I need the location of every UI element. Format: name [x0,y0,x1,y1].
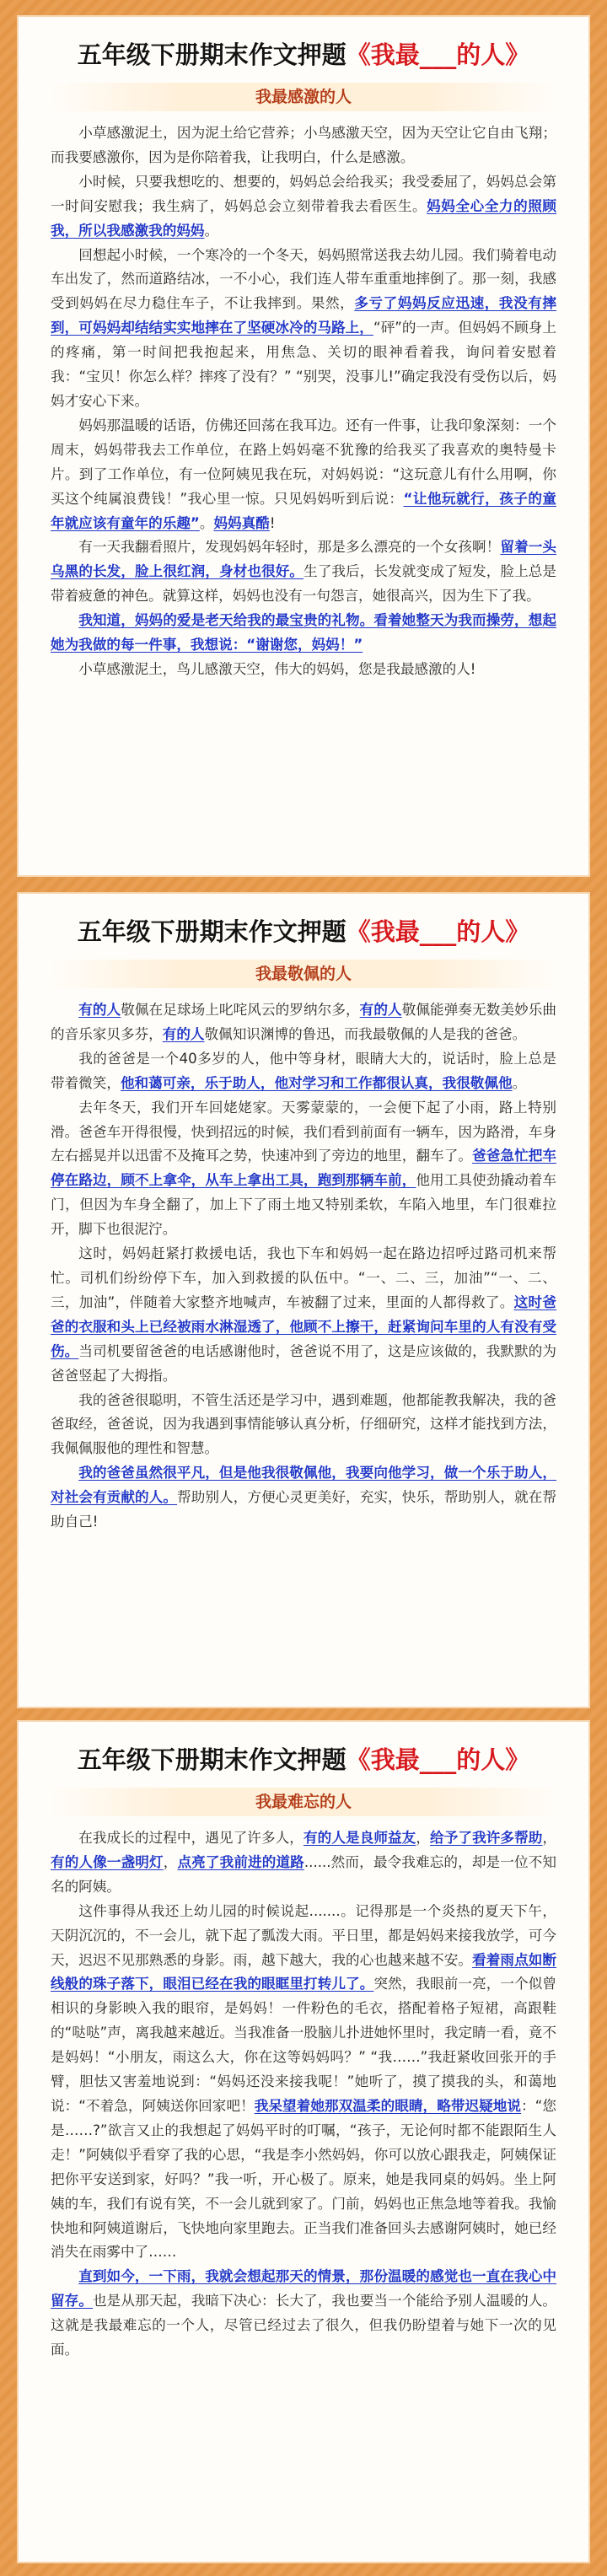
essay-paragraph [51,1389,556,1462]
essay-body [51,121,556,682]
highlighted-text: 我的爸爸虽然很平凡，但是他我很敬佩他，我要向他学习，做一个乐于助人，对社会有贡献的人。 [51,1465,556,1506]
essay-subtitle: 我最敬佩的人 [51,960,556,988]
paragraph-text: 回想起小时候，一个寒冷的一个冬天，妈妈照常送我去幼儿园。我们骑着电动车出发了，然而道路结冰，一不小心，我们连人带车重重地摔倒了。那一刻，我感受到妈妈在尽力稳住车子，不让我摔到。果然， [51,246,556,312]
paragraph-text: 我的爸爸很聪明，不管生活还是学习中，遇到难题，他都能教我解决，我的爸爸取经，爸爸说，因为我遇到事情能够认真分析，仔细研究，这样才能找到方法，我佩佩服他的理性和智慧。 [51,1391,556,1457]
highlighted-text: 妈妈真酷 [213,514,270,531]
highlighted-text: 这时爸爸的衣服和头上已经被雨水淋湿透了，他顾不上擦干，赶紧询问车里的人有没有受伤。 [51,1293,556,1359]
card-title [51,912,556,951]
paragraph-text: 我的爸爸是一个40多岁的人，他中等身材，眼睛大大的，说话时，脸上总是带着微笑， [51,1050,556,1091]
highlighted-text: 有的人 [162,1025,205,1042]
paragraph-text: 在我成长的过程中，遇见了许多人， [78,1830,304,1846]
title-accent: 《我最___的人》 [346,40,530,69]
paragraph-text: 。 [512,1074,527,1091]
title-accent: 《我最___的人》 [346,1745,530,1774]
title-prefix: 五年级下册期末作文押题 [77,40,346,69]
paragraph-text: 敬佩知识渊博的鲁迅，而我最敬佩的人是我的爸爸。 [204,1025,527,1042]
title-accent: 《我最___的人》 [346,917,530,946]
highlighted-text: 爸爸急忙把车停在路边，顾不上拿伞，从车上拿出工具，跑到那辆车前， [51,1148,556,1189]
paragraph-text: ! [269,514,276,531]
essay-paragraph [51,1242,556,1388]
highlighted-text: 给予了我许多帮助 [430,1830,543,1846]
paragraph-text: 妈妈那温暖的话语，仿佛还回荡在我耳边。还有一件事，让我印象深刻：一个周末，妈妈带我去工作单位，在路上妈妈毫不犹豫的给我买了我喜欢的奥特曼卡片。到了工作单位，有一位阿姨见我在玩，对妈妈说：“这玩意儿有什么用啊，你买这个纯属浪费钱！”我心里一惊。只见妈妈听到后说： [51,417,556,507]
highlighted-text: 有的人 [78,1002,121,1018]
paragraph-text: ......然而，最令我难忘的，却是一位不知名的阿姨。 [51,1853,557,1895]
paragraph-text: 突然，我眼前一亮，一个似曾相识的身影映入我的眼帘，是妈妈！一件粉色的毛衣，搭配着格子短裙，高跟鞋的“哒哒”声，离我越来越近。当我准备一股脑儿扑进她怀里时，我定睛一看，竟不是妈妈！“小朋友，雨这么大，你在这等妈妈吗？” “我……”我赶紧收回张开的手臂，胆怯又害羞地说到：“妈妈还没来接我呢！”她听了，摸了摸我的头，和蔼地说：“不着急，阿姨送你回家吧！ [51,1976,557,2114]
paragraph-text: 这时，妈妈赶紧打救援电话，我也下车和妈妈一起在路边招呼过路司机来帮忙。司机们纷纷停下车，加入到救援的队伍中。“一、二、三，加油”“一、二、三，加油”，伴随着大家整齐地喊声，车被翻了过来，里面的人都得救了。 [51,1245,556,1310]
essay-paragraph [51,1047,556,1096]
paragraph-text: 。 [204,222,219,239]
essay-paragraph [51,2265,556,2363]
essay-paragraph [51,414,556,536]
highlighted-text: “让他玩就行，孩子的童年就应该有童年的乐趣” [51,490,556,531]
card-title [51,1740,556,1779]
essay-paragraph [51,1461,556,1535]
highlighted-text: 有的人 [359,1002,402,1018]
paragraph-text: 这件事得从我还上幼儿园的时候说起.......。记得那是一个炎热的夏天下午，天阴沉沉的，不一会儿，就下起了瓢泼大雨。平日里，都是妈妈来接我放学，可今天，迟迟不见那熟悉的身影。雨，越下越大，我的心也越来越不安。 [51,1902,556,1968]
essay-body [51,998,556,1535]
paragraph-text: ：“您是……?”欲言又止的我想起了妈妈平时的叮嘱，“孩子，无论何时都不能跟陌生人走！”阿姨似乎看穿了我的心思，“我是李小然妈妈，你可以放心跟我走，阿姨保证把你平安送到家，好吗？”我一听，开心极了。原来，她是我同桌的妈妈。坐上阿姨的车，我们有说有笑，不一会儿就到家了。门前，妈妈也正焦急地等着我。我愉快地和阿姨道谢后，飞快地向家里跑去。正当我们准备回头去感谢阿姨时，她已经消失在雨雾中了…… [51,2097,556,2261]
paragraph-text: ， [542,1830,557,1846]
essay-body [51,1826,556,2363]
highlighted-text: 我知道，妈妈的爱是老天给我的最宝贵的礼物。看着她整天为我而操劳，想起她为我做的每一件事，我想说：“谢谢您，妈妈！” [51,612,556,653]
essay-card-3 [17,1720,590,2563]
highlighted-text: 有的人像一盏明灯 [51,1853,164,1870]
essay-paragraph [51,658,556,682]
highlighted-text: 直到如今，一下雨，我就会想起那天的情景，那份温暖的感觉也一直在我心中留存。 [51,2268,556,2310]
highlighted-text: 点亮了我前进的道路 [177,1853,304,1870]
essay-paragraph [51,170,556,244]
essay-subtitle: 我最感激的人 [51,83,556,111]
essay-card-2 [17,892,590,1708]
paragraph-text: “砰”的一声。但妈妈不顾身上的疼痛，第一时间把我抱起来，用焦急、关切的眼神看着我，询问着安慰着我：“宝贝！你怎么样？摔疼了没有？” “别哭，没事儿!”确定我没有受伤以后，妈妈才安心下来。 [51,320,556,409]
paragraph-text: 也是从那天起，我暗下决心：长大了，我也要当一个能给予别人温暖的人。这就是我最难忘的一个人，尽管已经过去了很久，但我仍盼望着与她下一次的见面。 [51,2293,557,2358]
paragraph-text: 敬佩在足球场上叱咤风云的罗纳尔多， [121,1002,360,1018]
essay-subtitle: 我最难忘的人 [51,1788,556,1816]
essay-paragraph [51,1826,556,1900]
paragraph-text: ， [163,1853,178,1870]
paragraph-text: 帮助别人，方便心灵更美好，充实，快乐，帮助别人，就在帮助自己! [51,1489,557,1530]
paragraph-text: 小时候，只要我想吃的、想要的，妈妈总会给我买；我受委屈了，妈妈总会第一时间安慰我；我生病了，妈妈总会立刻带着我去看医生。 [51,173,556,214]
title-prefix: 五年级下册期末作文押题 [77,1745,346,1774]
highlighted-text: 有的人是良师益友 [303,1830,416,1846]
paragraph-text: 去年冬天，我们开车回姥姥家。天雾蒙蒙的，一会便下起了小雨，路上特别滑。爸爸车开得很慢，快到招远的时候，我们看到前面有一辆车，因为路滑，车身左右摇晃并以迅雷不及掩耳之势，快速冲到了旁边的地里，翻车了。 [51,1099,556,1164]
highlighted-text: 他和蔼可亲，乐于助人，他对学习和工作都很认真，我很敬佩他 [120,1074,513,1091]
essay-paragraph [51,1096,556,1242]
paragraph-text: 小草感激泥土，因为泥土给它营养；小鸟感激天空，因为天空让它自由飞翔；而我要感激你，因为是你陪着我，让我明白，什么是感激。 [51,125,556,165]
essay-paragraph [51,535,556,609]
highlighted-text: 我呆望着她那双温柔的眼睛，略带迟疑地说 [254,2097,522,2114]
paragraph-text: 生了我后，长发就变成了短发，脸上总是带着疲惫的神色。就算这样，妈妈也没有一句怨言，她很高兴，因为生下了我。 [51,563,557,605]
paragraph-text: 当司机要留爸爸的电话感谢他时，爸爸说不用了，这是应该做的，我默默的为爸爸竖起了大拇指。 [51,1342,557,1384]
essay-paragraph [51,121,556,170]
highlighted-text: 看着雨点如断线般的珠子落下，眼泪已经在我的眼眶里打转儿了。 [51,1951,556,1993]
essay-paragraph [51,609,556,658]
paragraph-text: 。 [199,514,214,531]
paragraph-text: 小草感激泥土，鸟儿感激天空，伟大的妈妈，您是我最感激的人! [78,660,476,677]
highlighted-text: 多亏了妈妈反应迅速，我没有摔到，可妈妈却结结实实地摔在了坚硬冰冷的马路上， [51,295,557,336]
essay-paragraph [51,244,556,414]
card-title [51,35,556,74]
title-prefix: 五年级下册期末作文押题 [77,917,346,946]
highlighted-text: 留着一头乌黑的长发，脸上很红润，身材也很好。 [51,539,557,580]
essay-card-1 [17,15,590,877]
paragraph-text: 有一天我翻看照片，发现妈妈年轻时，那是多么漂亮的一个女孩啊！ [78,539,501,556]
essay-paragraph [51,998,556,1047]
paragraph-text: 敬佩能弹奏无数美妙乐曲的音乐家贝多芬， [51,1002,557,1042]
paragraph-text: 他用工具使劲撬动着车门，但因为车身全翻了，加上下了雨土地又特别柔软，车陷入地里，车门很难拉开，脚下也很泥泞。 [51,1172,557,1238]
highlighted-text: 妈妈全心全力的照顾我，所以我感激我的妈妈 [51,197,557,239]
paragraph-text: ， [416,1830,431,1846]
essay-paragraph [51,1900,556,2266]
